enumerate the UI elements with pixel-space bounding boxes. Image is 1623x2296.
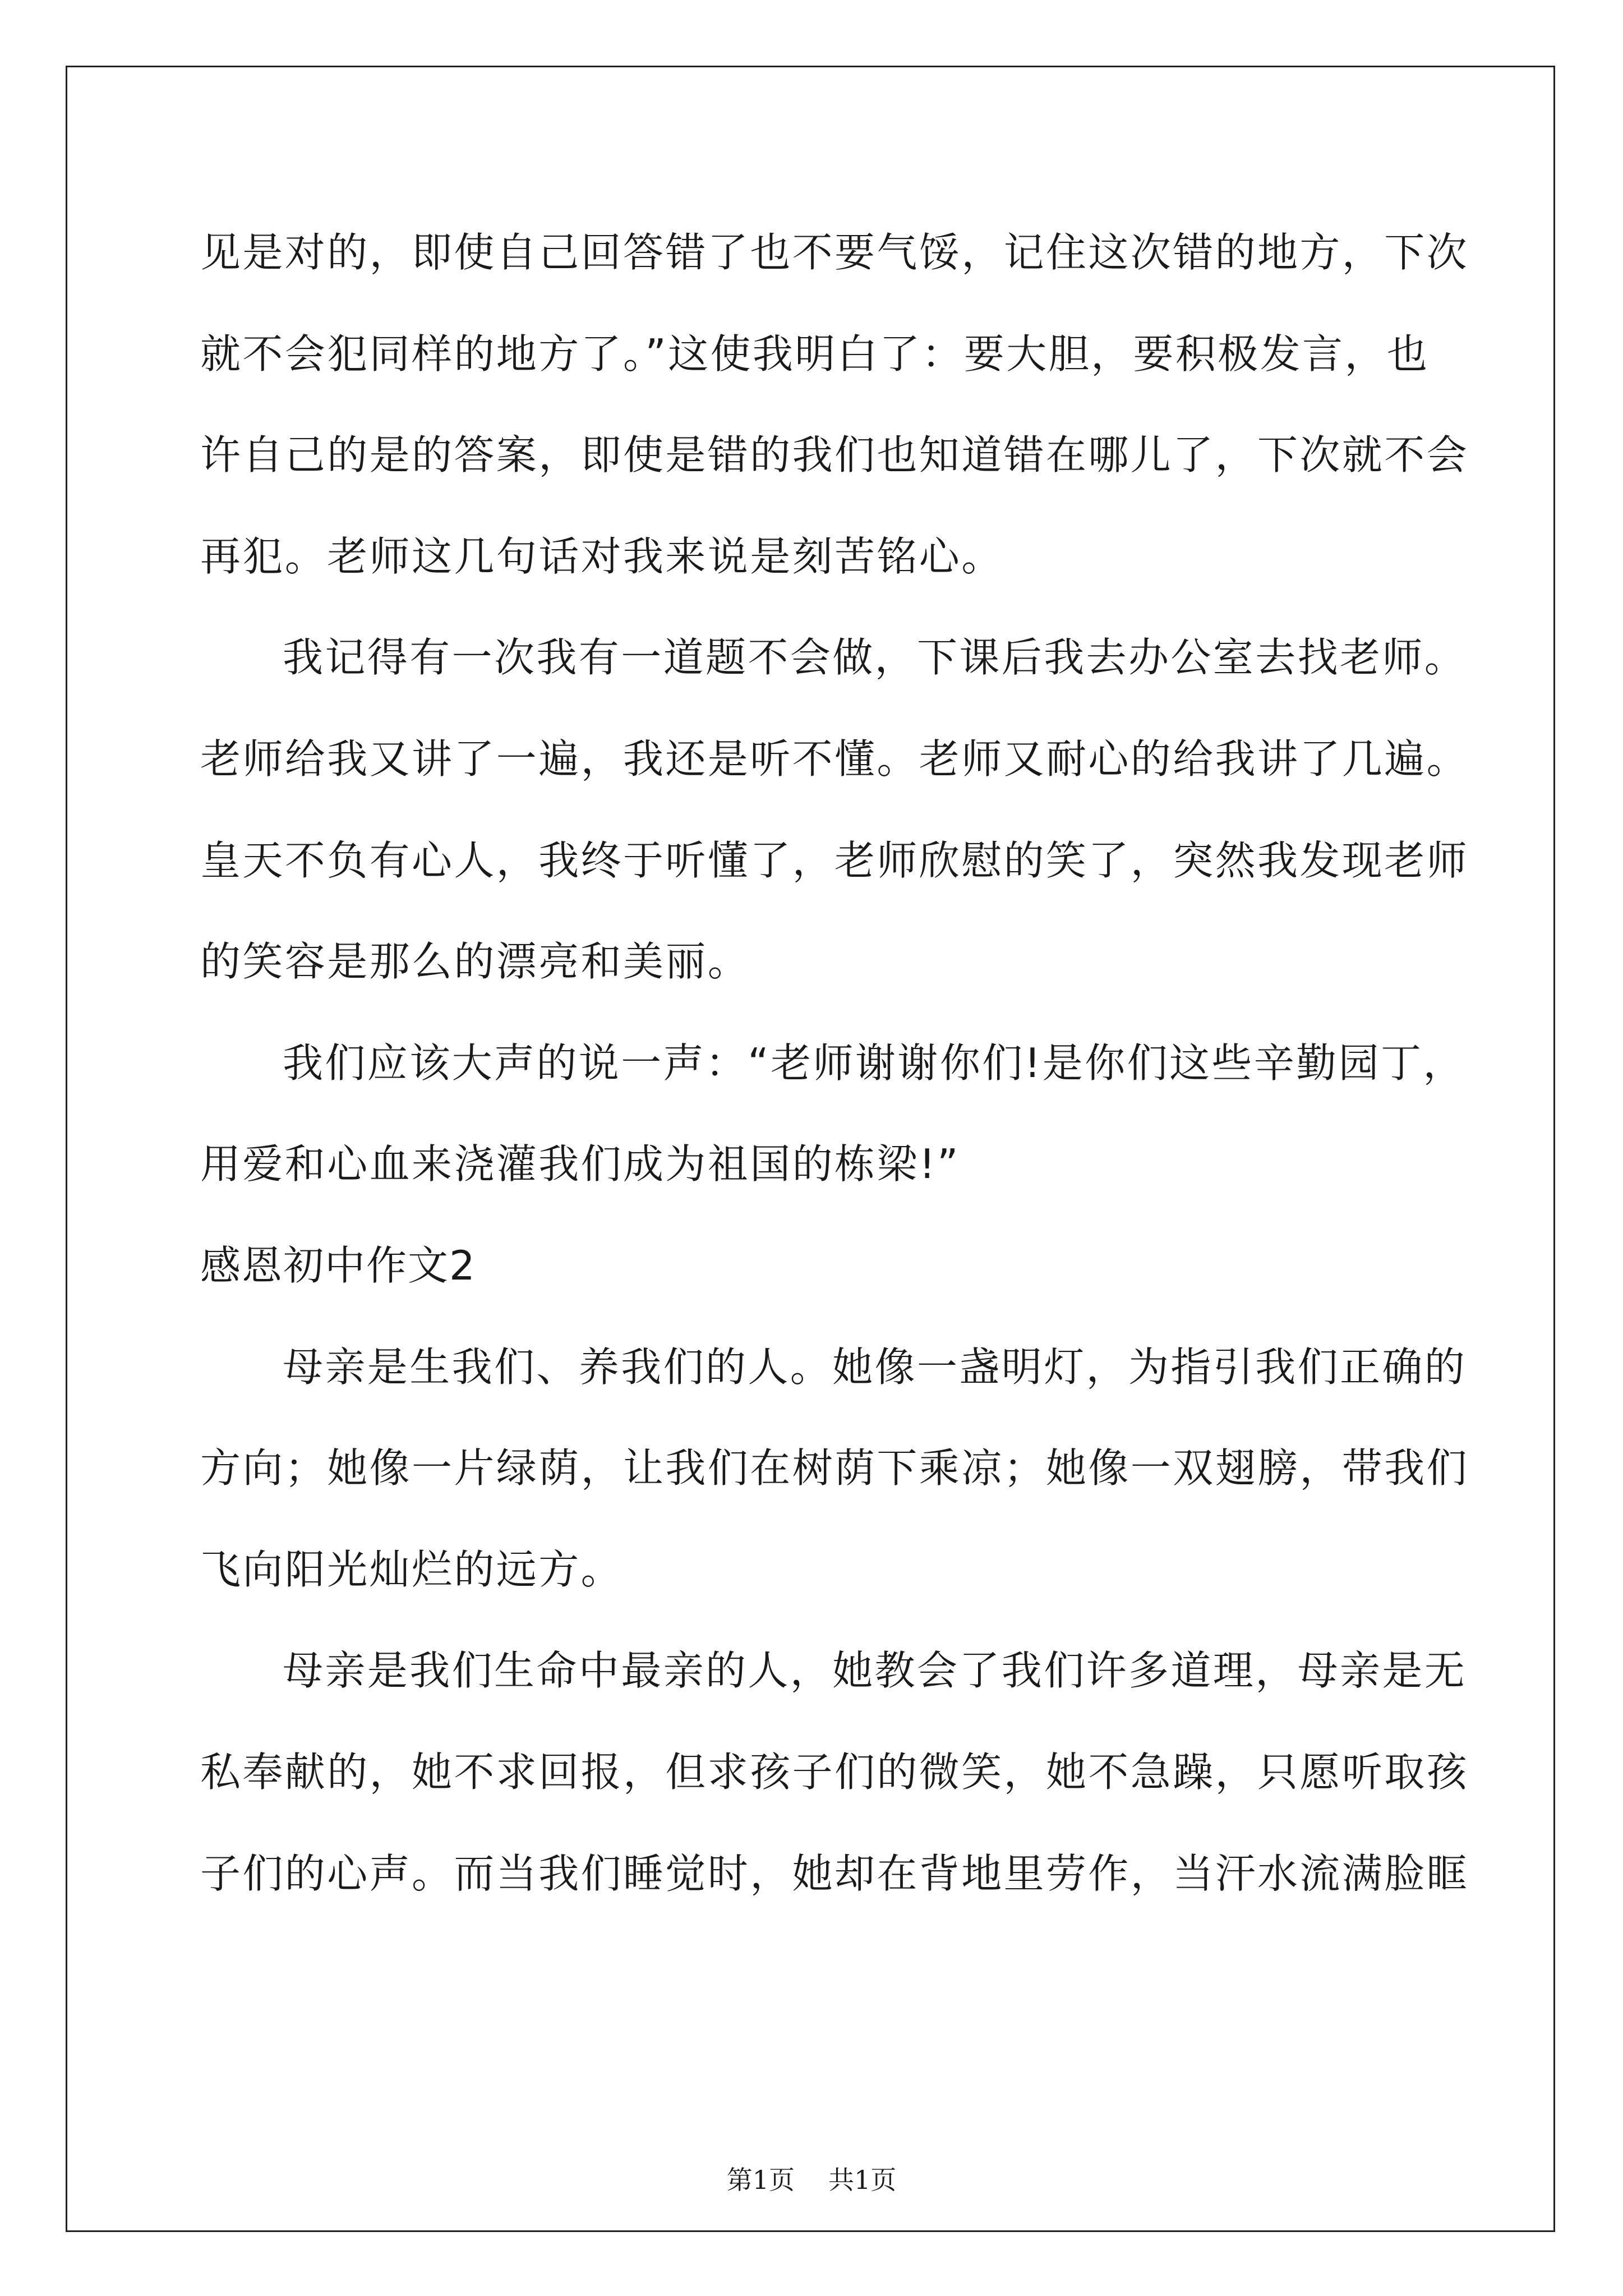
text-line: 许自己的是的答案，即使是错的我们也知道错在哪儿了，下次就不会 — [200, 431, 1469, 479]
text-line: 私奉献的，她不求回报，但求孩子们的微笑，她不急躁，只愿听取孩 — [200, 1748, 1469, 1796]
text-line: 再犯。老师这几句话对我来说是刻苦铭心。 — [200, 532, 1004, 580]
page-number-total: 共1页 — [828, 2165, 897, 2195]
text-line: 飞向阳光灿烂的远方。 — [200, 1545, 624, 1593]
page-number-current: 第1页 — [726, 2165, 795, 2195]
text-line: 老师给我又讲了一遍，我还是听不懂。老师又耐心的给我讲了几遍。 — [200, 735, 1469, 783]
text-line: 就不会犯同样的地方了。”这使我明白了：要大胆，要积极发言，也 — [200, 330, 1430, 378]
document-body — [200, 202, 1469, 1924]
paragraph-first-line: 母亲是我们生命中最亲的人，她教会了我们许多道理，母亲是无 — [283, 1647, 1467, 1695]
text-line: 见是对的，即使自己回答错了也不要气馁，记住这次错的地方，下次 — [200, 229, 1469, 276]
page-footer — [0, 2160, 1623, 2197]
text-line: 方向；她像一片绿荫，让我们在树荫下乘凉；她像一双翅膀，带我们 — [200, 1444, 1469, 1492]
section-heading: 感恩初中作文2 — [200, 1241, 476, 1289]
paragraph-first-line: 我们应该大声的说一声：“老师谢谢你们!是你们这些辛勤园丁， — [283, 1039, 1465, 1087]
text-line: 用爱和心血来浇灌我们成为祖国的栋梁!” — [200, 1140, 960, 1188]
paragraph-first-line: 我记得有一次我有一道题不会做，下课后我去办公室去找老师。 — [283, 634, 1467, 682]
paragraph-first-line: 母亲是生我们、养我们的人。她像一盏明灯，为指引我们正确的 — [283, 1343, 1467, 1391]
text-line: 皇天不负有心人，我终于听懂了，老师欣慰的笑了，突然我发现老师 — [200, 836, 1469, 884]
text-line: 的笑容是那么的漂亮和美丽。 — [200, 938, 750, 986]
text-line: 子们的心声。而当我们睡觉时，她却在背地里劳作，当汗水流满脸眶 — [200, 1849, 1469, 1897]
